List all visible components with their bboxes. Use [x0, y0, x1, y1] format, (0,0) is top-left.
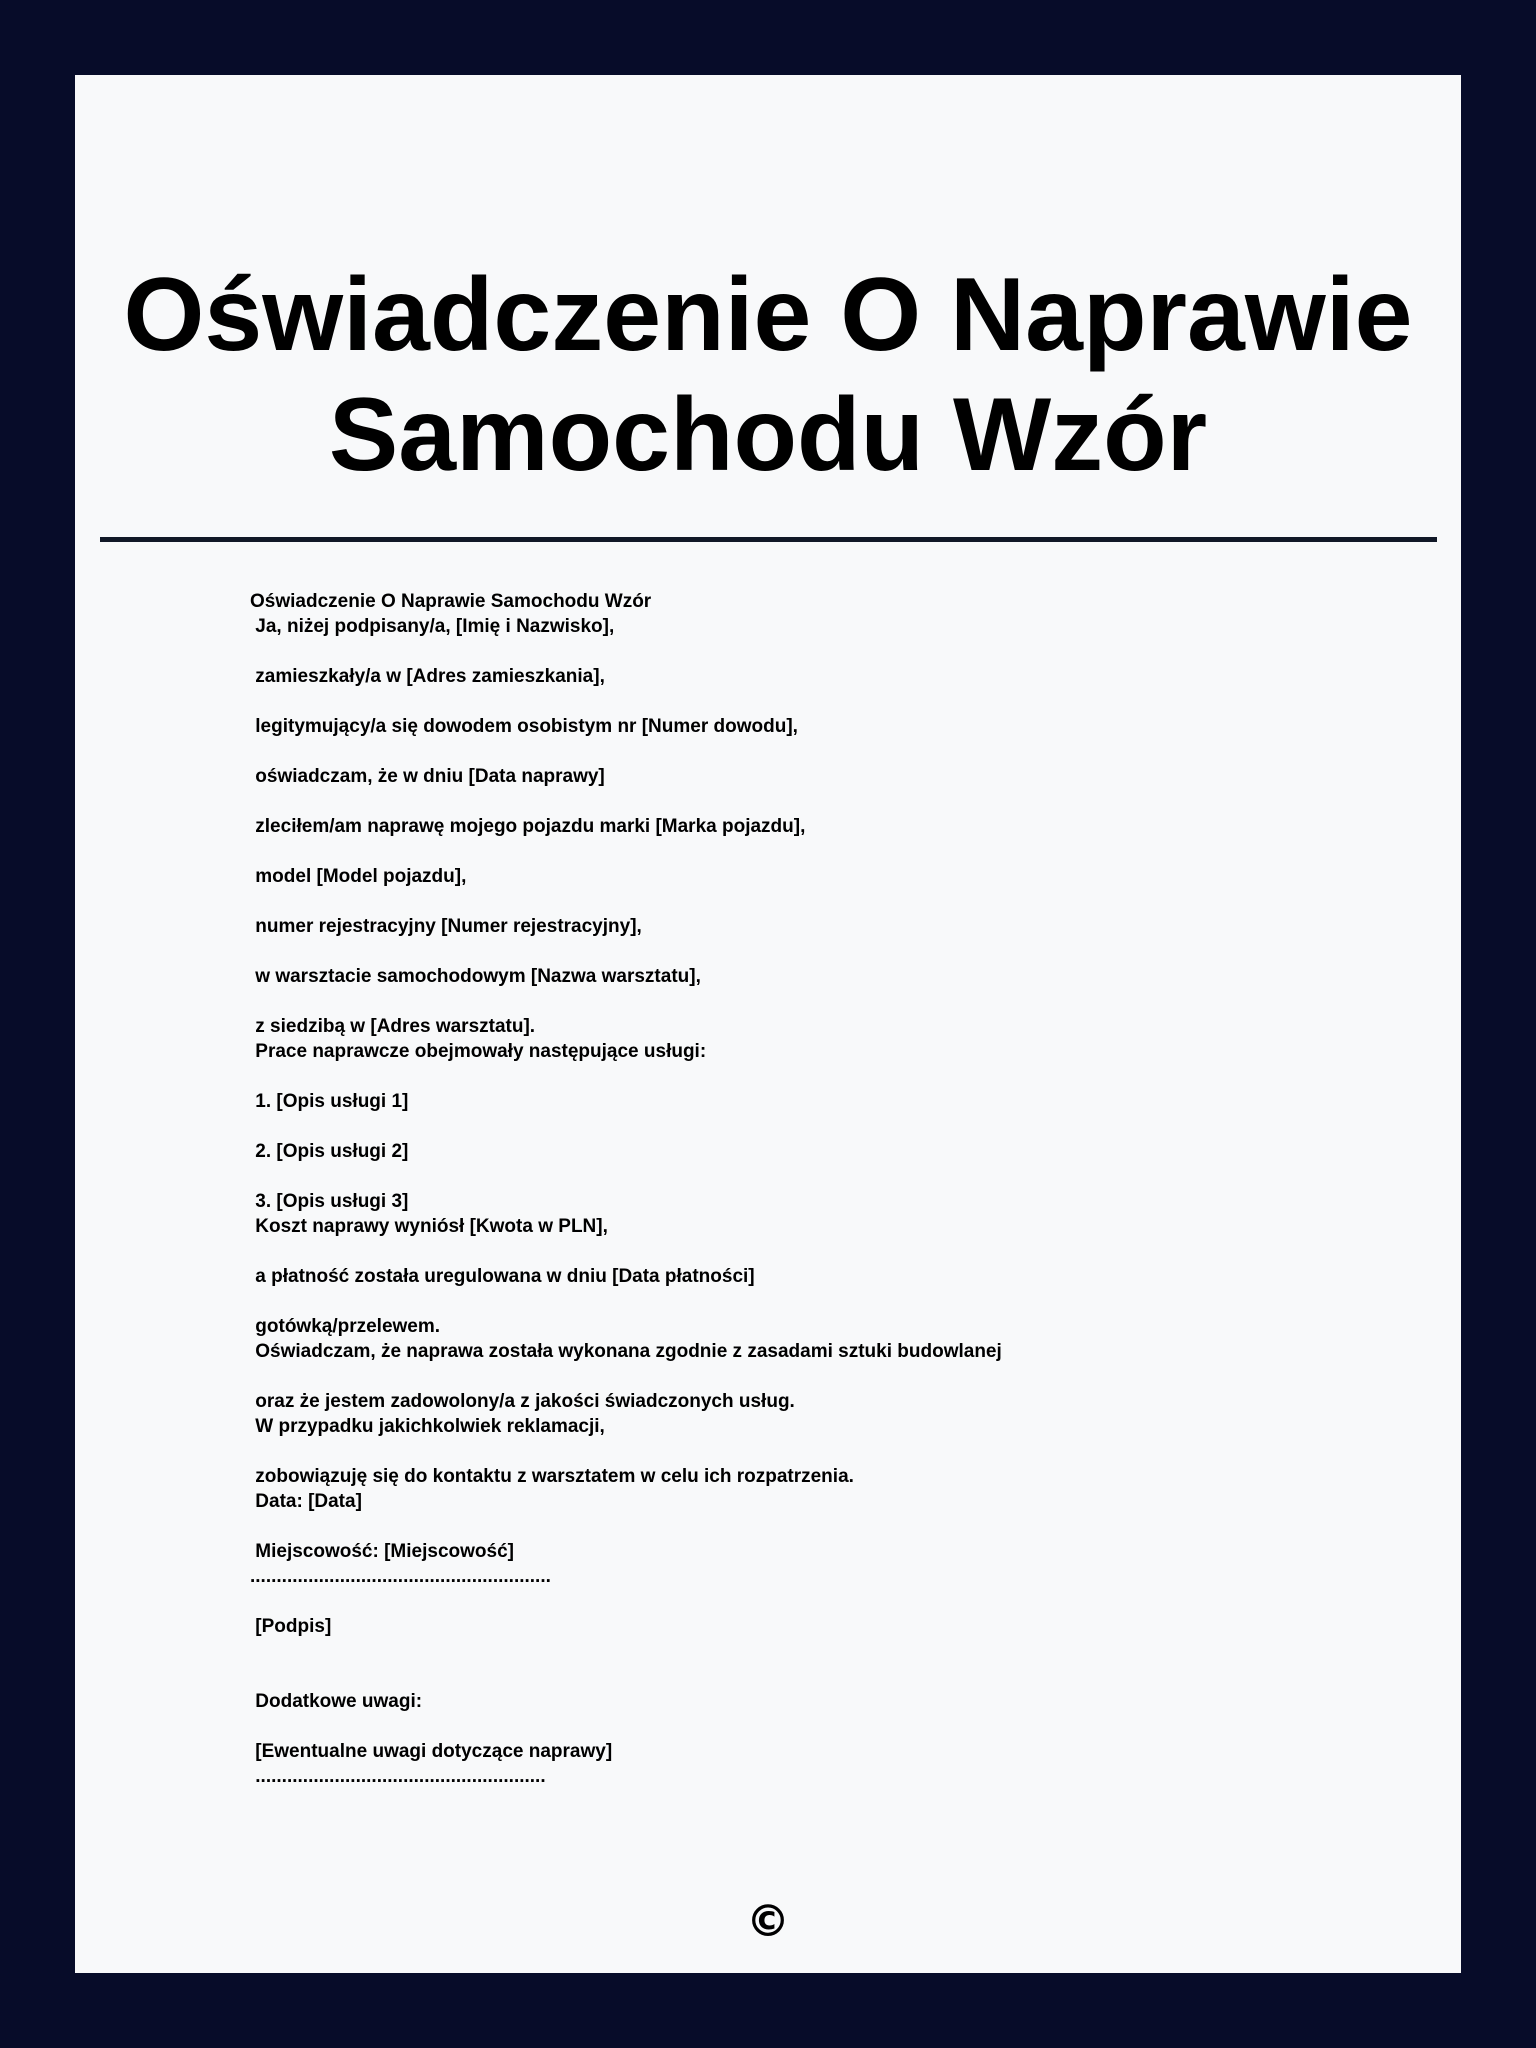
document-body: Oświadczenie O Naprawie Samochodu Wzór Ja, niżej podpisany/a, [Imię i Nazwisko], zamieszkały/a w [Adres zamieszkania], legitymujący/a się dowodem osobistym nr [Numer dowodu], oświadczam, że w dniu [Data naprawy] zleciłem/am naprawę mojego pojazdu marki [Marka pojazdu], model [Model pojazdu], numer rejestracyjny [Numer rejestracyjny], w warsztacie samochodowym [Nazwa warsztatu], z siedzibą w [Adres warsztatu]. Prace naprawcze obejmowały następujące usługi: 1. [Opis usługi 1] 2. [Opis usługi 2] 3. [Opis usługi 3] Koszt naprawy wyniósł [Kwota w PLN], a płatność została uregulowana w dniu [Data płatności] gotówką/przelewem. Oświadczam, że naprawa została wykonana zgodnie z zasadami sztuki budowlanej oraz że jestem zadowolony/a z jakości świadczonych usług. W przypadku jakichkolwiek reklamacji, zobowiązuję się do kontaktu z warsztatem w celu ich rozpatrzenia. Data: [Data] Miejscowość: [Miejscowość] ......................................................... [Podpis] Dodatkowe uwagi: [Ewentualne uwagi dotyczące naprawy] ....................................................... — [250, 591, 1002, 1787]
document-page — [75, 75, 1461, 1973]
document-title: Oświadczenie O Naprawie Samochodu Wzór — [123, 257, 1413, 493]
copyright-icon: © — [746, 1896, 790, 1947]
title-divider — [100, 537, 1437, 542]
